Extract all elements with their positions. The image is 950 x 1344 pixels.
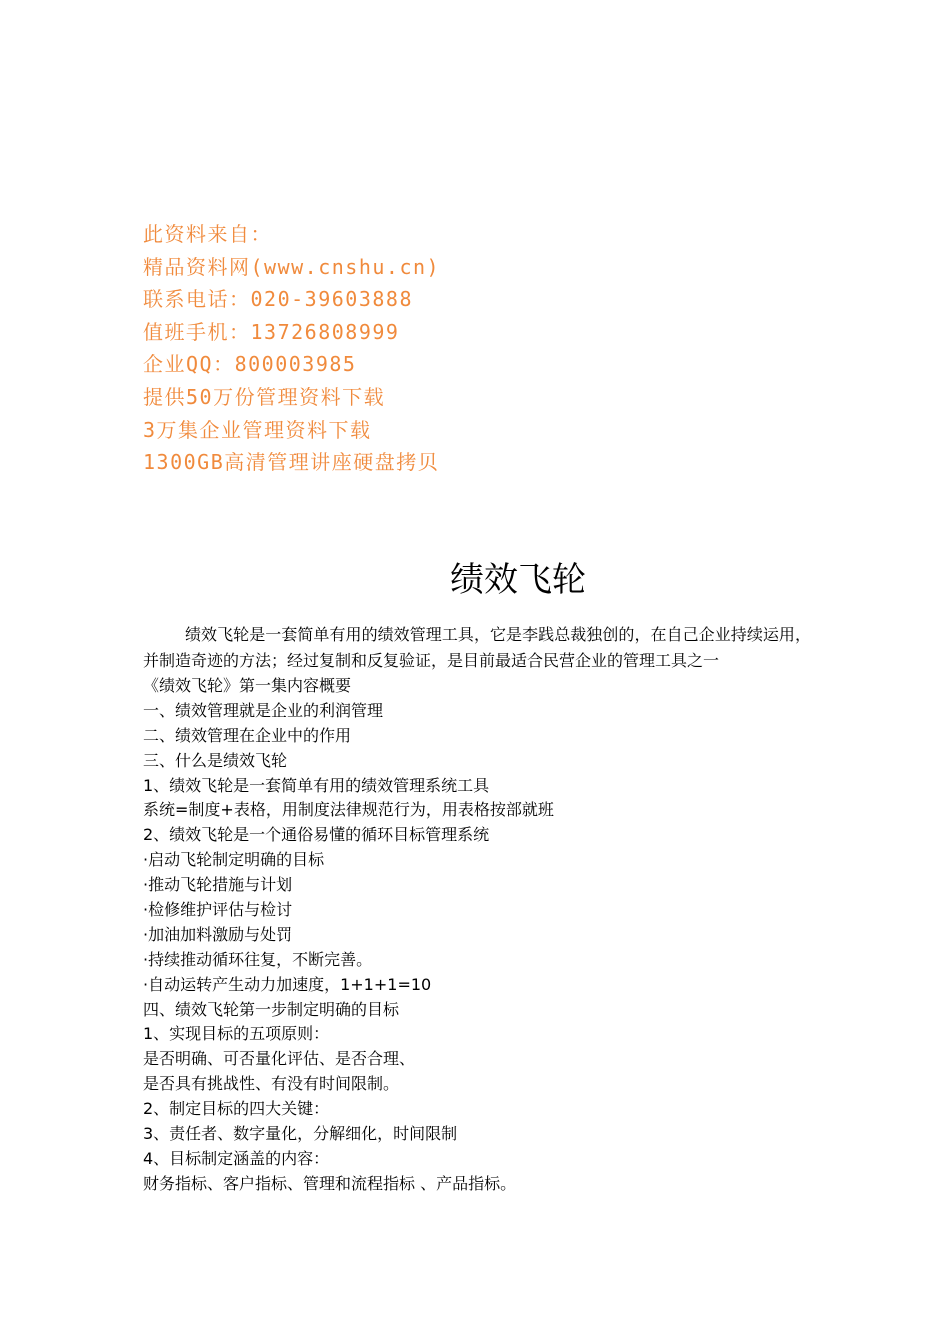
source-line: 提供50万份管理资料下载 — [143, 384, 386, 409]
body-line: 财务指标、客户指标、管理和流程指标 、产品指标。 — [143, 1173, 517, 1193]
source-info-block — [143, 218, 843, 479]
body-line: ·自动运转产生动力加速度，1+1+1=10 — [143, 974, 432, 994]
body-line: 3、责任者、数字量化，分解细化，时间限制 — [143, 1124, 458, 1144]
body-line: 1、实现目标的五项原则： — [143, 1024, 330, 1044]
source-line: 3万集企业管理资料下载 — [143, 417, 372, 442]
body-line: ·检修维护评估与检讨 — [143, 900, 293, 920]
body-line: 2、制定目标的四大关键： — [143, 1099, 330, 1119]
document-title: 绩效飞轮 — [450, 560, 586, 600]
intro-paragraph: 绩效飞轮是一套简单有用的绩效管理工具，它是李践总裁独创的，在自己企业持续运用，并制造奇迹的方法；经过复制和反复验证，是目前最适合民营企业的管理工具之一 — [143, 625, 811, 670]
body-line: ·持续推动循环往复，不断完善。 — [143, 949, 373, 969]
body-line: ·启动飞轮制定明确的目标 — [143, 850, 325, 870]
body-line: 1、绩效飞轮是一套简单有用的绩效管理系统工具 — [143, 775, 490, 795]
source-line: 精品资料网(www.cnshu.cn) — [143, 254, 441, 279]
body-line: 是否明确、可否量化评估、是否合理、 — [143, 1049, 416, 1069]
body-line: 二、绩效管理在企业中的作用 — [143, 725, 352, 745]
body-line: ·加油加料激励与处罚 — [143, 924, 293, 944]
body-line: 系统=制度+表格，用制度法律规范行为，用表格按部就班 — [143, 800, 554, 820]
body-line: 4、目标制定涵盖的内容： — [143, 1148, 330, 1168]
body-line: 2、绩效飞轮是一个通俗易懂的循环目标管理系统 — [143, 825, 490, 845]
body-line: 《绩效飞轮》第一集内容概要 — [143, 676, 352, 695]
body-line: 三、什么是绩效飞轮 — [143, 750, 288, 770]
source-line: 1300GB高清管理讲座硬盘拷贝 — [143, 450, 440, 475]
body-line: 四、绩效飞轮第一步制定明确的目标 — [143, 999, 400, 1019]
source-line: 企业QQ：800003985 — [143, 352, 357, 377]
source-line: 此资料来自： — [143, 222, 272, 246]
source-line: 值班手机：13726808999 — [143, 319, 400, 344]
body-line: 一、绩效管理就是企业的利润管理 — [143, 700, 384, 720]
document-body — [143, 622, 811, 1197]
body-line: 是否具有挑战性、有没有时间限制。 — [143, 1074, 400, 1094]
source-line: 联系电话：020-39603888 — [143, 287, 413, 312]
body-line: ·推动飞轮措施与计划 — [143, 875, 293, 895]
